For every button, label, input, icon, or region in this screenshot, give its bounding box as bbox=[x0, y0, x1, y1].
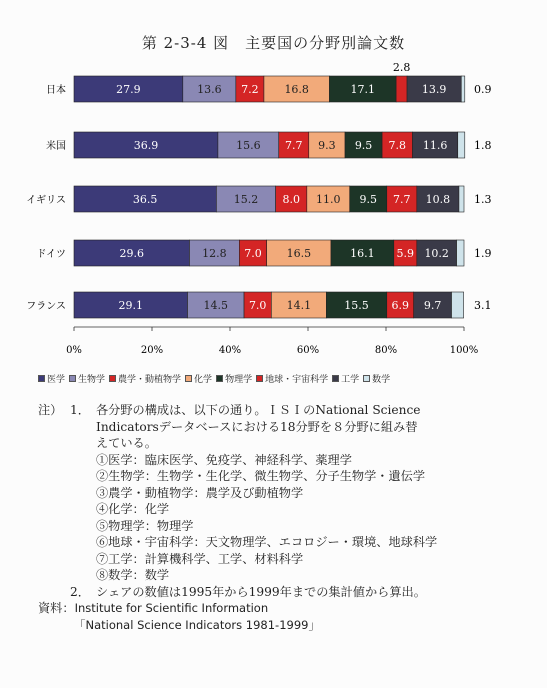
x-tick-label: 100% bbox=[449, 345, 479, 356]
data-label: 9.3 bbox=[318, 139, 336, 152]
data-label: 36.5 bbox=[132, 193, 158, 206]
data-label: 10.8 bbox=[425, 193, 451, 206]
data-label: 1.9 bbox=[474, 247, 492, 260]
data-label: 16.5 bbox=[286, 247, 312, 260]
legend-label: 地球・宇宙科学 bbox=[265, 375, 329, 385]
note-2-line-1: シェアの数値は1995年から1999年までの集計値から算出。 bbox=[96, 584, 426, 599]
chart-title: 第 2-3-4 図 主要国の分野別論文数 bbox=[141, 34, 406, 52]
data-label: 1.3 bbox=[474, 193, 492, 206]
source-line-1: Institute for Scientific Information bbox=[74, 601, 269, 615]
data-label: 9.7 bbox=[423, 299, 442, 312]
category-label: フランス bbox=[26, 301, 66, 312]
legend bbox=[38, 372, 508, 385]
category-label: ドイツ bbox=[36, 249, 66, 260]
legend-label: 物理学 bbox=[225, 375, 253, 385]
data-label: 29.1 bbox=[118, 299, 143, 312]
legend-item bbox=[363, 372, 390, 385]
note-1-line-3: えている。 bbox=[96, 436, 157, 450]
bar-segment bbox=[458, 132, 465, 158]
legend-item bbox=[216, 372, 252, 385]
x-tick-label: 0% bbox=[66, 345, 82, 356]
field-medicine: ①医学：臨床医学、免疫学、神経科学、薬理学 bbox=[96, 452, 352, 467]
data-label: 7.8 bbox=[388, 139, 407, 152]
legend-label: 化学 bbox=[194, 375, 213, 385]
data-label: 15.2 bbox=[233, 193, 259, 206]
note-1-number: 1． bbox=[70, 403, 90, 417]
notes-label: 注） bbox=[38, 403, 63, 417]
source-label: 資料： bbox=[38, 601, 75, 615]
data-label: 8.0 bbox=[282, 193, 300, 206]
data-label: 13.9 bbox=[421, 83, 447, 96]
legend-item bbox=[109, 372, 181, 385]
legend-swatch bbox=[109, 375, 116, 382]
data-label: 7.0 bbox=[244, 247, 262, 260]
data-label: 7.2 bbox=[241, 83, 259, 96]
legend-swatch bbox=[185, 375, 192, 382]
data-label: 15.5 bbox=[344, 299, 369, 312]
notes bbox=[38, 402, 528, 633]
data-label: 14.5 bbox=[203, 299, 229, 312]
legend-label: 医学 bbox=[47, 375, 66, 385]
source-line-2: 「National Science Indicators 1981-1999」 bbox=[74, 617, 320, 632]
data-label: 27.9 bbox=[116, 83, 141, 96]
category-label: 日本 bbox=[46, 85, 66, 96]
legend-swatch bbox=[256, 375, 263, 382]
data-label: 6.9 bbox=[391, 299, 409, 312]
x-tick-label: 20% bbox=[140, 345, 164, 356]
legend-label: 生物学 bbox=[78, 375, 106, 385]
x-tick-label: 40% bbox=[218, 345, 242, 356]
category-label: イギリス bbox=[26, 195, 66, 206]
note-2-number: 2． bbox=[70, 584, 90, 599]
data-label: 7.0 bbox=[248, 299, 267, 312]
bar-segment bbox=[459, 186, 464, 212]
data-label: 0.9 bbox=[474, 83, 492, 96]
data-label: 7.7 bbox=[393, 193, 411, 206]
x-tick-label: 80% bbox=[374, 345, 398, 356]
field-agriculture: ③農学・動植物学：農学及び動植物学 bbox=[96, 485, 304, 500]
data-label: 16.8 bbox=[284, 83, 309, 96]
bar-segment bbox=[461, 76, 465, 102]
data-label: 29.6 bbox=[119, 247, 144, 260]
field-earth-space: ⑥地球・宇宙科学：天文物理学、エコロジー・環境、地球科学 bbox=[96, 535, 438, 549]
legend-item bbox=[69, 372, 105, 385]
data-label: 9.5 bbox=[354, 139, 373, 152]
category-label: 米国 bbox=[46, 141, 66, 152]
legend-item bbox=[38, 372, 65, 385]
field-physics: ⑤物理学：物理学 bbox=[96, 518, 194, 533]
legend-swatch bbox=[216, 375, 223, 382]
data-label: 7.7 bbox=[285, 139, 303, 152]
data-label: 3.1 bbox=[474, 299, 492, 312]
field-biology: ②生物学：生物学・生化学、微生物学、分子生物学・遺伝学 bbox=[96, 469, 426, 483]
field-mathematics: ⑧数学：数学 bbox=[96, 568, 170, 582]
legend-label: 農学・動植物学 bbox=[118, 375, 182, 385]
legend-swatch bbox=[363, 375, 370, 382]
legend-swatch bbox=[69, 375, 76, 382]
note-1-line-1: 各分野の構成は、以下の通り。ＩＳＩのNational Science bbox=[96, 403, 421, 417]
data-label: 13.6 bbox=[197, 83, 222, 96]
legend-swatch bbox=[332, 375, 339, 382]
data-label: 12.8 bbox=[202, 247, 227, 260]
bar-segment bbox=[452, 292, 464, 318]
legend-label: 数学 bbox=[372, 375, 391, 385]
data-label: 2.8 bbox=[392, 61, 411, 74]
field-chemistry: ④化学：化学 bbox=[96, 502, 170, 516]
data-label: 36.9 bbox=[133, 139, 159, 152]
data-label: 14.1 bbox=[286, 299, 312, 312]
x-tick-label: 60% bbox=[296, 345, 320, 356]
legend-item bbox=[185, 372, 212, 385]
data-label: 5.9 bbox=[396, 247, 415, 260]
data-label: 11.6 bbox=[422, 139, 448, 152]
bar-segment bbox=[396, 76, 407, 102]
data-label: 9.5 bbox=[359, 193, 378, 206]
field-engineering: ⑦工学：計算機科学、工学、材料科学 bbox=[96, 551, 304, 566]
data-label: 10.2 bbox=[424, 247, 449, 260]
data-label: 11.0 bbox=[316, 193, 341, 206]
legend-swatch bbox=[38, 375, 45, 382]
legend-item bbox=[256, 372, 328, 385]
data-label: 16.1 bbox=[350, 247, 375, 260]
note-1-line-2: Indicatorsデータベースにおける18分野を８分野に組み替 bbox=[96, 419, 418, 434]
legend-item bbox=[332, 372, 359, 385]
data-label: 15.6 bbox=[236, 139, 261, 152]
legend-label: 工学 bbox=[341, 375, 360, 385]
bar-segment bbox=[457, 240, 464, 266]
data-label: 1.8 bbox=[474, 139, 492, 152]
data-label: 17.1 bbox=[350, 83, 376, 96]
